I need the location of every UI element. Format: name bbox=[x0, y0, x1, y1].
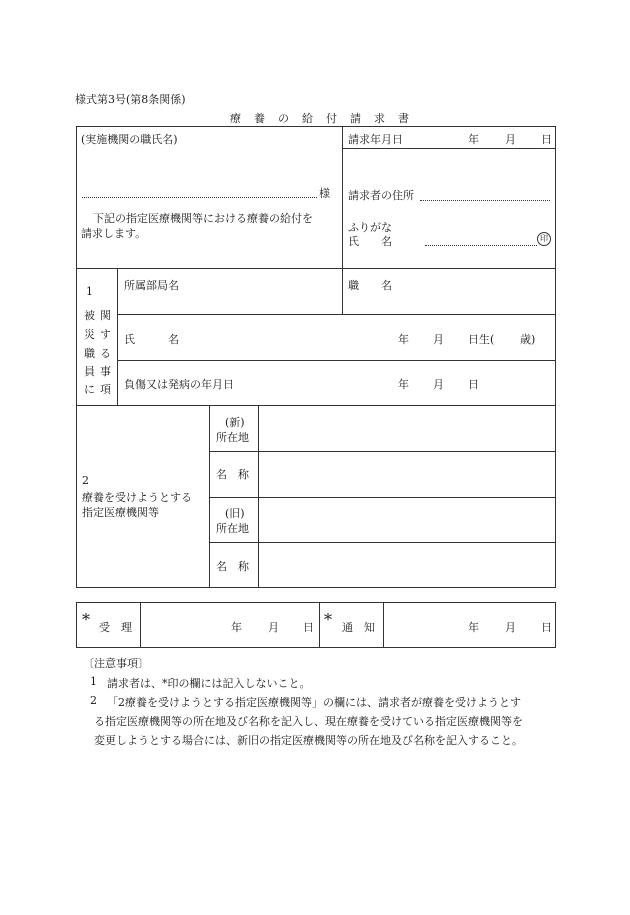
sama-label: 様 bbox=[319, 187, 330, 200]
request-date-month: 月 bbox=[505, 133, 516, 146]
form-number: 様式第3号(第8条関係) bbox=[75, 93, 186, 106]
section2-label-line1: 療養を受けようとする bbox=[82, 491, 192, 504]
old-mark: (旧) bbox=[225, 507, 245, 520]
new-mark: (新) bbox=[225, 416, 245, 429]
request-text-line2: 請求します。 bbox=[81, 227, 147, 240]
section1-number: 1 bbox=[86, 285, 93, 298]
injury-date-label: 負傷又は発病の年月日 bbox=[124, 378, 234, 391]
section2-number: 2 bbox=[82, 474, 89, 487]
notice-label: 通 知 bbox=[342, 621, 375, 634]
new-name-label: 名 称 bbox=[216, 468, 249, 481]
birth-year: 年 bbox=[398, 333, 409, 346]
institution-name-line[interactable] bbox=[82, 197, 317, 198]
old-name-field[interactable] bbox=[260, 543, 554, 586]
note2-number: 2 bbox=[90, 694, 97, 707]
injury-year: 年 bbox=[398, 378, 409, 391]
note2-text-line2: る指定医療機関等の所在地及び名称を記入し、現在療養を受けている指定医療機関等を bbox=[94, 715, 523, 728]
injury-day: 日 bbox=[468, 378, 479, 391]
new-location-label: 所在地 bbox=[216, 431, 249, 444]
section2-label-line2: 指定医療機関等 bbox=[82, 506, 159, 519]
old-location-field[interactable] bbox=[260, 498, 554, 541]
old-name-label: 名 称 bbox=[216, 560, 249, 573]
form-title: 療 養 の 給 付 請 求 書 bbox=[230, 112, 410, 125]
request-text-line1: 下記の指定医療機関等における療養の給付を bbox=[93, 212, 313, 225]
notice-month: 月 bbox=[505, 621, 516, 634]
name-label: 氏 名 bbox=[348, 235, 392, 248]
notice-year: 年 bbox=[468, 621, 479, 634]
position-label: 職 名 bbox=[348, 279, 392, 292]
employee-name-label: 氏 名 bbox=[124, 333, 179, 346]
receipt-label: 受 理 bbox=[99, 621, 132, 634]
request-date-year: 年 bbox=[468, 133, 479, 146]
notice-asterisk: * bbox=[324, 610, 332, 629]
injury-month: 月 bbox=[433, 378, 444, 391]
note1-text: 請求者は、*印の欄には記入しないこと。 bbox=[107, 677, 311, 690]
new-location-field[interactable] bbox=[260, 406, 554, 450]
note2-text-line3: 変更しようとする場合には、新旧の指定医療機関等の所在地及び名称を記入すること。 bbox=[94, 734, 523, 747]
birth-day: 日生( bbox=[468, 333, 495, 346]
request-date-day: 日 bbox=[541, 133, 552, 146]
address-field[interactable] bbox=[420, 200, 550, 201]
furigana-label: ふりがな bbox=[348, 221, 392, 234]
new-name-field[interactable] bbox=[260, 452, 554, 496]
age-label: 歳) bbox=[520, 333, 536, 346]
seal-icon: 印 bbox=[537, 232, 551, 246]
note2-text-line1: 「2療養を受けようとする指定医療機関等」の欄には、請求者が療養を受けようとす bbox=[107, 696, 521, 709]
birth-month: 月 bbox=[433, 333, 444, 346]
receipt-asterisk: * bbox=[82, 610, 90, 629]
name-field[interactable] bbox=[425, 245, 537, 246]
receipt-day: 日 bbox=[303, 621, 314, 634]
old-location-label: 所在地 bbox=[216, 522, 249, 535]
request-date-label: 請求年月日 bbox=[348, 133, 403, 146]
institution-label: (実施機関の職氏名) bbox=[81, 133, 178, 146]
notes-heading: 〔注意事項〕 bbox=[83, 657, 149, 670]
address-label: 請求者の住所 bbox=[348, 189, 414, 202]
notice-day: 日 bbox=[541, 621, 552, 634]
receipt-year: 年 bbox=[231, 621, 242, 634]
note1-number: 1 bbox=[90, 675, 97, 688]
receipt-month: 月 bbox=[268, 621, 279, 634]
dept-label: 所属部局名 bbox=[124, 279, 179, 292]
